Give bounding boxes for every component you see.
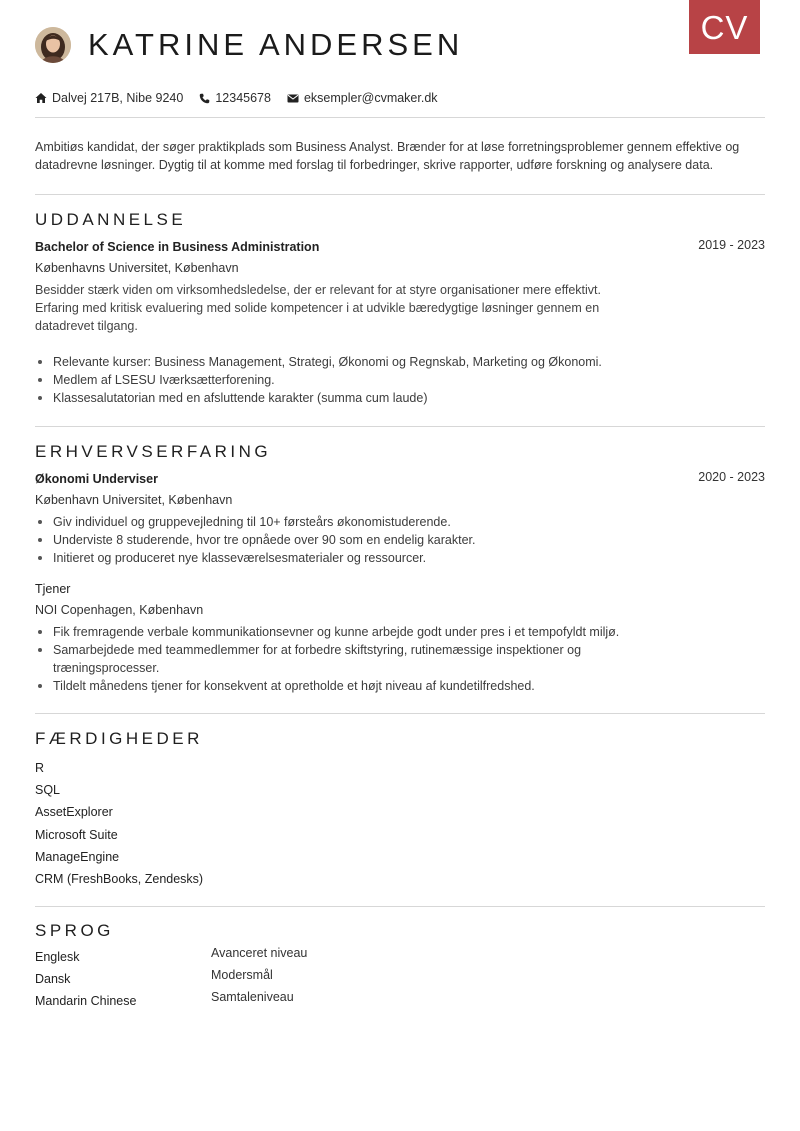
skills-list	[35, 757, 203, 890]
language-level: Samtaleniveau	[211, 990, 294, 1005]
education-bullets	[35, 353, 765, 407]
address-text: Dalvej 217B, Nibe 9240	[52, 91, 184, 105]
entry-dates: 2020 - 2023	[698, 470, 765, 484]
profile-summary: Ambitiøs kandidat, der søger praktikplads som Business Analyst. Brænder for at løse forretningsproblemer gennem effektive og datadrevne løsninger. Dygtig til at komme med forslag til forbedringer, skrive rapporter, udføre forskning og analysere data.	[35, 140, 740, 172]
phone-icon	[199, 93, 215, 104]
skill-item: AssetExplorer	[35, 805, 113, 820]
divider	[35, 713, 765, 714]
skill-item: SQL	[35, 783, 61, 798]
list-item: Samarbejdede med teammedlemmer for at forbedre skiftstyring, rutinemæssige inspektioner og træningsprocesser.	[35, 641, 625, 677]
skill-item: Microsoft Suite	[35, 827, 118, 842]
experience-heading: ERHVERVSERFARING	[35, 442, 272, 461]
divider	[35, 426, 765, 427]
contact-bar	[35, 88, 454, 108]
email-link[interactable]: eksempler@cvmaker.dk	[303, 91, 438, 105]
languages-heading: SPROG	[35, 921, 114, 940]
list-item: Medlem af LSESU Iværksætterforening.	[35, 371, 765, 389]
home-icon	[35, 92, 52, 104]
language-level: Modersmål	[211, 968, 273, 983]
skills-heading: FÆRDIGHEDER	[35, 729, 203, 748]
contact-phone	[199, 91, 271, 105]
list-item: Relevante kurser: Business Management, Strategi, Økonomi og Regnskab, Marketing og Økonomi.	[35, 353, 765, 371]
cv-page	[35, 0, 765, 1131]
language-row	[35, 969, 435, 991]
skill-item: CRM (FreshBooks, Zendesks)	[35, 872, 204, 887]
profile-photo	[35, 27, 71, 63]
cv-badge: CV	[689, 0, 760, 54]
employer: NOI Copenhagen, København	[35, 603, 204, 617]
list-item: Initieret og produceret nye klasseværelsesmaterialer og ressourcer.	[35, 549, 765, 567]
experience-entry	[35, 470, 765, 567]
institution: Københavns Universitet, København	[35, 261, 239, 275]
education-heading: UDDANNELSE	[35, 210, 187, 229]
degree-title: Bachelor of Science in Business Administration	[35, 240, 320, 254]
mail-icon	[287, 94, 304, 103]
contact-address	[35, 91, 183, 105]
list-item: Underviste 8 studerende, hvor tre opnåede over 90 som en endelig karakter.	[35, 531, 765, 549]
phone-text: 12345678	[215, 91, 271, 105]
skill-item: R	[35, 761, 45, 775]
divider	[35, 906, 765, 907]
employer: København Universitet, København	[35, 493, 233, 507]
job-title: Økonomi Underviser	[35, 472, 158, 486]
entry-description: Besidder stærk viden om virksomhedsledelse, der er relevant for at styre organisationer mere effektivt. Erfaring med kritisk evaluering med solide kompetencer i at udvikle bæredygtige løsninger gennem en datadrevet tilgang.	[35, 283, 601, 333]
job-title: Tjener	[35, 582, 71, 596]
language-name: Mandarin Chinese	[35, 994, 137, 1009]
candidate-name: KATRINE ANDERSEN	[88, 27, 464, 62]
language-row	[35, 947, 435, 969]
language-row	[35, 991, 435, 1013]
experience-bullets	[35, 513, 765, 567]
list-item: Giv individuel og gruppevejledning til 10+ førsteårs økonomistuderende.	[35, 513, 765, 531]
list-item: Klassesalutatorian med en afsluttende karakter (summa cum laude)	[35, 389, 765, 407]
skill-item: ManageEngine	[35, 849, 120, 864]
divider	[35, 117, 765, 118]
list-item: Fik fremragende verbale kommunikationsevner og kunne arbejde godt under pres i et tempofyldt miljø.	[35, 623, 625, 641]
language-name: Englesk	[35, 950, 80, 964]
experience-entry	[35, 580, 765, 695]
entry-dates: 2019 - 2023	[698, 238, 765, 252]
language-name: Dansk	[35, 972, 71, 987]
divider	[35, 194, 765, 195]
contact-email[interactable]	[287, 91, 438, 105]
language-level: Avanceret niveau	[211, 946, 308, 960]
languages-list	[35, 947, 435, 1014]
list-item: Tildelt månedens tjener for konsekvent at opretholde et højt niveau af kundetilfredshed.	[35, 677, 625, 695]
experience-bullets	[35, 623, 625, 695]
education-entry	[35, 238, 765, 407]
